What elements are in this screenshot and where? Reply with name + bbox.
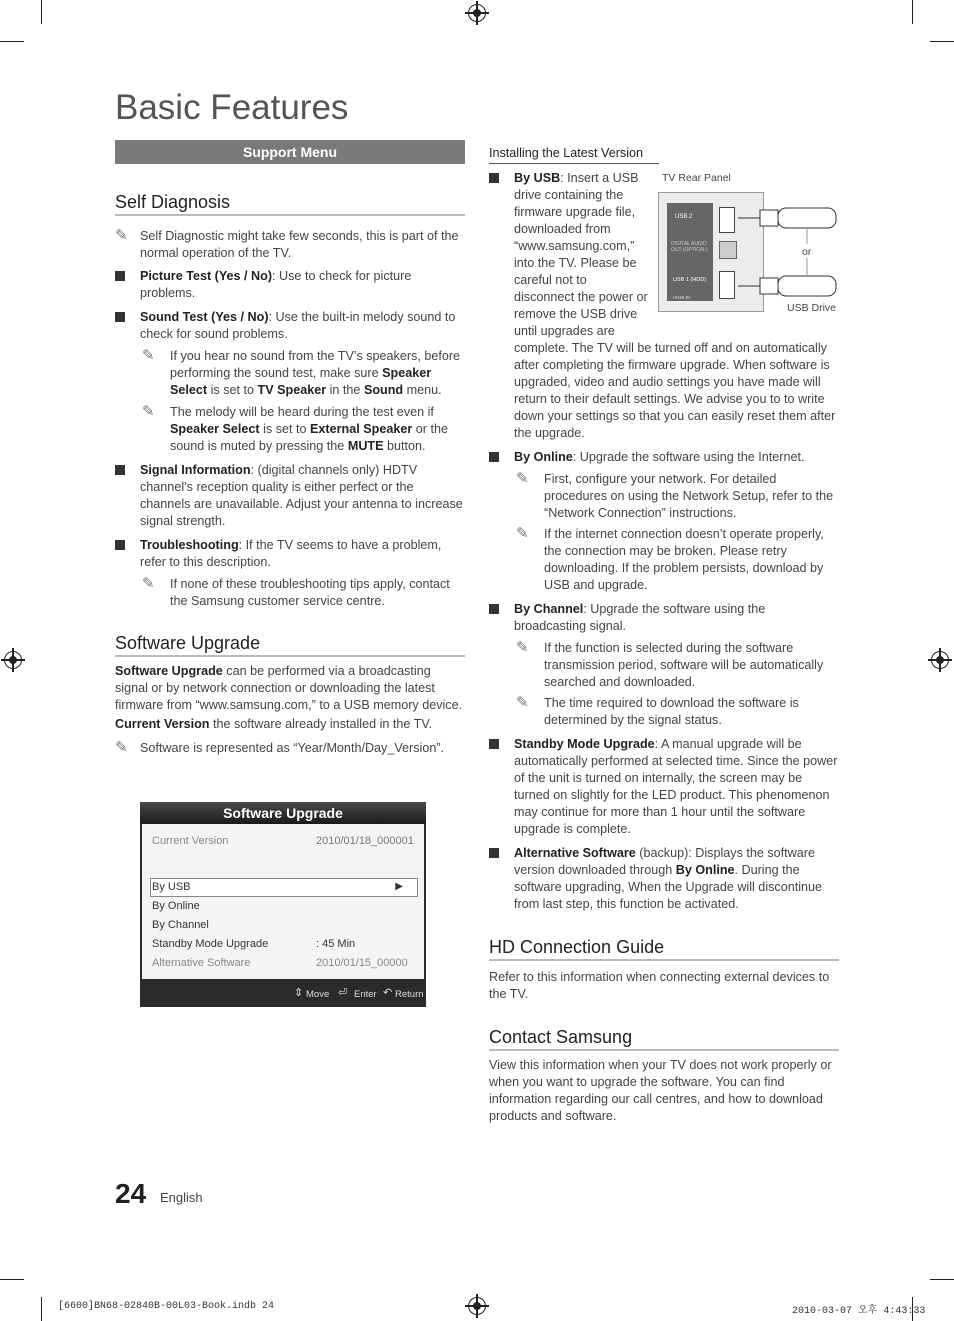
crop-mark	[912, 0, 913, 24]
or-label: or	[802, 246, 812, 258]
osd-footer-return: Return	[395, 989, 424, 1000]
pencil-note-icon: ✎	[115, 227, 128, 244]
left-column	[115, 140, 465, 757]
self-diagnosis-note: ✎ Self Diagnostic might take few seconds, this is part of the normal operation of the TV.	[115, 227, 459, 260]
pencil-note-icon: ✎	[516, 694, 529, 711]
registration-mark-icon	[4, 651, 22, 669]
square-bullet-icon	[115, 540, 125, 550]
by-online-item: By Online: Upgrade the software using the Internet.	[489, 449, 839, 466]
updown-arrow-icon: ⇕	[294, 987, 304, 999]
alternative-software-item: Alternative Software (backup): Displays the software version downloaded through By Online. During the software upgrading, When the Upgrade will discontinue from last step, this function be activated.	[489, 845, 839, 913]
osd-standby-value: : 45 Min	[316, 938, 356, 950]
square-bullet-icon	[489, 452, 499, 462]
osd-footer	[140, 980, 426, 1007]
crop-mark	[930, 1279, 954, 1280]
support-menu-bar: Support Menu	[115, 140, 465, 164]
osd-footer-enter: Enter	[354, 989, 377, 1000]
pencil-note-icon: ✎	[142, 347, 155, 364]
current-version-text: Current Version the software already installed in the TV.	[115, 717, 433, 731]
osd-body	[142, 824, 424, 979]
osd-footer-move: Move	[306, 989, 330, 1000]
port-usb2-label: USB 2	[675, 214, 693, 220]
page-title: Basic Features	[115, 88, 349, 127]
hd-connection-heading: HD Connection Guide	[489, 937, 839, 961]
by-channel-item: By Channel: Upgrade the software using the broadcasting signal.	[489, 601, 839, 635]
return-icon: ↶	[383, 987, 393, 999]
self-diagnosis-heading: Self Diagnosis	[115, 192, 465, 216]
square-bullet-icon	[115, 312, 125, 322]
troubleshooting-note: ✎ If none of these troubleshooting tips apply, contact the Samsung customer service centre.	[142, 575, 450, 608]
contact-samsung-heading: Contact Samsung	[489, 1027, 839, 1051]
pencil-note-icon: ✎	[516, 470, 529, 487]
tv-rear-panel-label: TV Rear Panel	[662, 172, 731, 184]
standby-upgrade-item: Standby Mode Upgrade: A manual upgrade will be automatically performed at selected time. Since the power of the unit is turned on internally, the screen may be turned on slightly for the LED product. This phenomenon may continue for more than 1 hour until the software upgrade is complete.	[489, 736, 839, 838]
registration-mark-icon	[468, 1297, 486, 1315]
enter-icon: ⏎	[338, 987, 348, 999]
usb-drive-connection-lines	[656, 170, 840, 315]
crop-mark	[0, 41, 24, 42]
contact-samsung-text: View this information when your TV does not work properly or when you want to upgrade the software. You can find information regarding our call centres, and how to download products and software.	[489, 1058, 832, 1123]
osd-current-version-label: Current Version	[152, 835, 229, 847]
osd-item-standby-upgrade[interactable]: Standby Mode Upgrade	[152, 938, 269, 950]
sound-test-item: Sound Test (Yes / No): Use the built-in melody sound to check for sound problems.	[115, 309, 465, 343]
page-number: 24	[115, 1178, 147, 1209]
usb-drive-label: USB Drive	[787, 302, 837, 314]
pencil-note-icon: ✎	[115, 739, 128, 756]
channel-note-1: ✎ If the function is selected during the software transmission period, software will be automatically searched and downloaded.	[516, 639, 824, 689]
install-heading: Installing the Latest Version	[489, 145, 659, 164]
footer-timestamp: 2010-03-07 오후 4:43:33	[792, 1306, 926, 1317]
channel-note-2: ✎ The time required to download the software is determined by the signal status.	[516, 694, 799, 727]
port-usb1-label: USB 1 (HDD)	[673, 277, 707, 283]
pencil-note-icon: ✎	[516, 639, 529, 656]
arrow-right-icon: ▶	[395, 881, 403, 892]
osd-title: Software Upgrade	[140, 802, 426, 824]
osd-alternative-value: 2010/01/15_00000	[316, 957, 408, 969]
pencil-note-icon: ✎	[516, 525, 529, 542]
port-hdmi-label: HDMI IN	[673, 295, 691, 300]
osd-current-version-value: 2010/01/18_000001	[316, 835, 414, 847]
online-note-1: ✎ First, configure your network. For detailed procedures on using the Network Setup, refer to the “Network Connection” instructions.	[516, 470, 834, 520]
crop-mark	[41, 1297, 42, 1321]
by-usb-item: By USB: Insert a USB drive containing the firmware upgrade file, downloaded from “www.samsung.com,” into the TV. Please be careful not to disconnect the power or remove the USB drive until upgrades are complete. The TV will be turned off and on automatically after completing the firmware upgrade. When software is upgraded, video and audio settings you have made will return to their default settings. We advise you to to write down your settings so that you can easily reset them after the upgrade.	[489, 170, 839, 442]
square-bullet-icon	[489, 848, 499, 858]
square-bullet-icon	[489, 604, 499, 614]
signal-information-item: Signal Information: (digital channels only) HDTV channel’s reception quality is either perfect or the channels are unavailable. Adjust your antenna to increase signal strength.	[115, 462, 465, 530]
software-upgrade-intro: Software Upgrade can be performed via a broadcasting signal or by network connection or downloading the latest firmware from “www.samsung.com,” to a USB memory device.	[115, 664, 463, 712]
pencil-note-icon: ✎	[142, 403, 155, 420]
software-upgrade-osd	[140, 802, 426, 1007]
picture-test-item: Picture Test (Yes / No): Use to check for picture problems.	[115, 268, 465, 302]
square-bullet-icon	[489, 173, 499, 183]
footer-file-info: [6600]BN68-02840B-00L03-Book.indb 24	[58, 1301, 275, 1312]
version-format-note: ✎ Software is represented as “Year/Month/Day_Version”.	[115, 739, 445, 756]
sound-note-1: ✎ If you hear no sound from the TV’s speakers, before performing the sound test, make sure Speaker Select is set to TV Speaker in the Sound menu.	[142, 347, 461, 397]
software-upgrade-heading: Software Upgrade	[115, 633, 465, 657]
hd-connection-text: Refer to this information when connecting external devices to the TV.	[489, 970, 830, 1001]
crop-mark	[0, 1279, 24, 1280]
osd-item-by-channel[interactable]: By Channel	[152, 919, 209, 931]
tv-rear-panel-diagram	[656, 170, 840, 315]
registration-mark-icon	[468, 4, 486, 22]
osd-item-by-online[interactable]: By Online	[152, 900, 200, 912]
osd-item-alternative-software[interactable]: Alternative Software	[152, 957, 251, 969]
troubleshooting-item: Troubleshooting: If the TV seems to have a problem, refer to this description.	[115, 537, 465, 571]
pencil-note-icon: ✎	[142, 575, 155, 592]
language-label: English	[160, 1190, 203, 1205]
registration-mark-icon	[931, 651, 949, 669]
square-bullet-icon	[115, 465, 125, 475]
osd-item-by-usb[interactable]: By USB	[152, 881, 191, 893]
square-bullet-icon	[115, 271, 125, 281]
square-bullet-icon	[489, 739, 499, 749]
crop-mark	[930, 41, 954, 42]
crop-mark	[41, 0, 42, 24]
port-digital-label: DIGITAL AUDIO OUT (OPTICAL)	[671, 241, 708, 253]
online-note-2: ✎ If the internet connection doesn’t operate properly, the connection may be broken. Please retry downloading. If the problem persists, download by USB and upgrade.	[516, 525, 824, 592]
sound-note-2: ✎ The melody will be heard during the test even if Speaker Select is set to External Speaker or the sound is muted by pressing the MUTE button.	[142, 403, 448, 453]
